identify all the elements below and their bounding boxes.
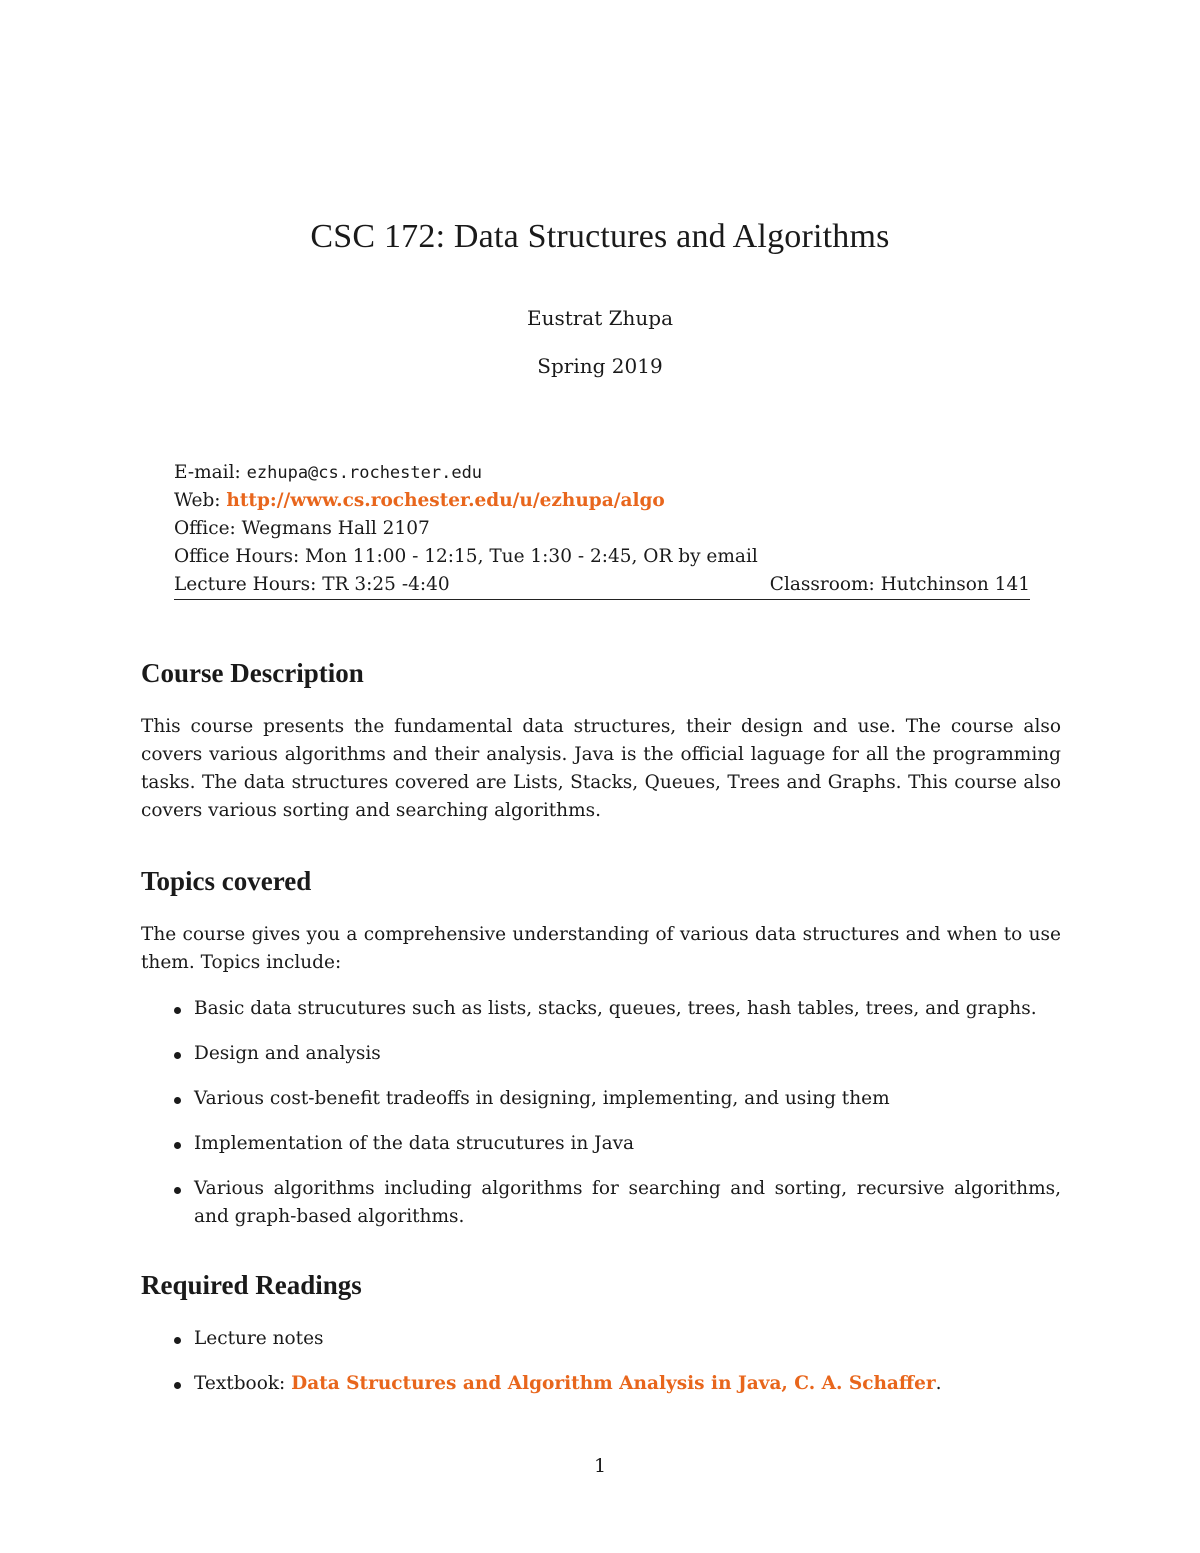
list-item: Various cost-benefit tradeoffs in designing, implementing, and using them bbox=[141, 1085, 1061, 1113]
list-item: Textbook: Data Structures and Algorithm Analysis in Java, C. A. Schaffer. bbox=[141, 1370, 1061, 1398]
textbook-link[interactable]: Data Structures and Algorithm Analysis in Java, C. A. Schaffer bbox=[291, 1373, 936, 1394]
classroom: Classroom: Hutchinson 141 bbox=[769, 574, 1030, 595]
author-name: Eustrat Zhupa bbox=[526, 306, 674, 330]
bullet-icon bbox=[174, 1382, 181, 1389]
document-title: CSC 172: Data Structures and Algorithms bbox=[310, 218, 890, 255]
term: Spring 2019 bbox=[537, 354, 663, 378]
course-description-text: This course presents the fundamental data structures, their design and use. The course also covers various algorithms and their analysis. Java is the official laguage for all the programming tasks. The data structures covered are Lists, Stacks, Queues, Trees and Graphs. This course also covers various sorting and searching algorithms. bbox=[141, 716, 1061, 821]
web-label: Web: bbox=[174, 490, 221, 511]
lecture-hours: Lecture Hours: TR 3:25 -4:40 bbox=[174, 574, 450, 595]
textbook-label: Textbook: bbox=[194, 1373, 286, 1394]
course-description-section bbox=[141, 658, 1061, 825]
web-line bbox=[174, 487, 1030, 515]
required-readings-section bbox=[141, 1270, 1061, 1398]
bullet-icon bbox=[174, 1007, 181, 1014]
bullet-icon bbox=[174, 1187, 181, 1194]
email-label: E-mail: bbox=[174, 462, 241, 483]
bullet-icon bbox=[174, 1337, 181, 1344]
bullet-icon bbox=[174, 1142, 181, 1149]
course-description-heading: Course Description bbox=[141, 658, 364, 688]
list-item: Lecture notes bbox=[141, 1325, 1061, 1353]
course-info-block bbox=[174, 459, 1030, 600]
topics-section bbox=[141, 866, 1061, 1231]
course-website-link[interactable]: http://www.cs.rochester.edu/u/ezhupa/algo bbox=[226, 490, 665, 511]
page-number: 1 bbox=[593, 1455, 607, 1477]
office-hours-line: Office Hours: Mon 11:00 - 12:15, Tue 1:30 - 2:45, OR by email bbox=[174, 546, 758, 567]
lecture-classroom-line bbox=[174, 571, 1030, 600]
topics-intro: The course gives you a comprehensive understanding of various data structures and when to use them. Topics include: bbox=[141, 924, 1061, 973]
office-line: Office: Wegmans Hall 2107 bbox=[174, 518, 430, 539]
email-line bbox=[174, 459, 1030, 487]
email-address[interactable]: ezhupa@cs.rochester.edu bbox=[246, 463, 483, 483]
list-item: Various algorithms including algorithms for searching and sorting, recursive algorithms, and graph-based algorithms. bbox=[141, 1175, 1061, 1231]
required-readings-heading: Required Readings bbox=[141, 1270, 362, 1300]
readings-list bbox=[141, 1325, 1061, 1398]
list-item: Design and analysis bbox=[141, 1040, 1061, 1068]
bullet-icon bbox=[174, 1097, 181, 1104]
topics-heading: Topics covered bbox=[141, 866, 312, 896]
list-item: Implementation of the data strucutures in Java bbox=[141, 1130, 1061, 1158]
topics-list bbox=[141, 995, 1061, 1231]
list-item: Basic data strucutures such as lists, stacks, queues, trees, hash tables, trees, and graphs. bbox=[141, 995, 1061, 1023]
bullet-icon bbox=[174, 1052, 181, 1059]
